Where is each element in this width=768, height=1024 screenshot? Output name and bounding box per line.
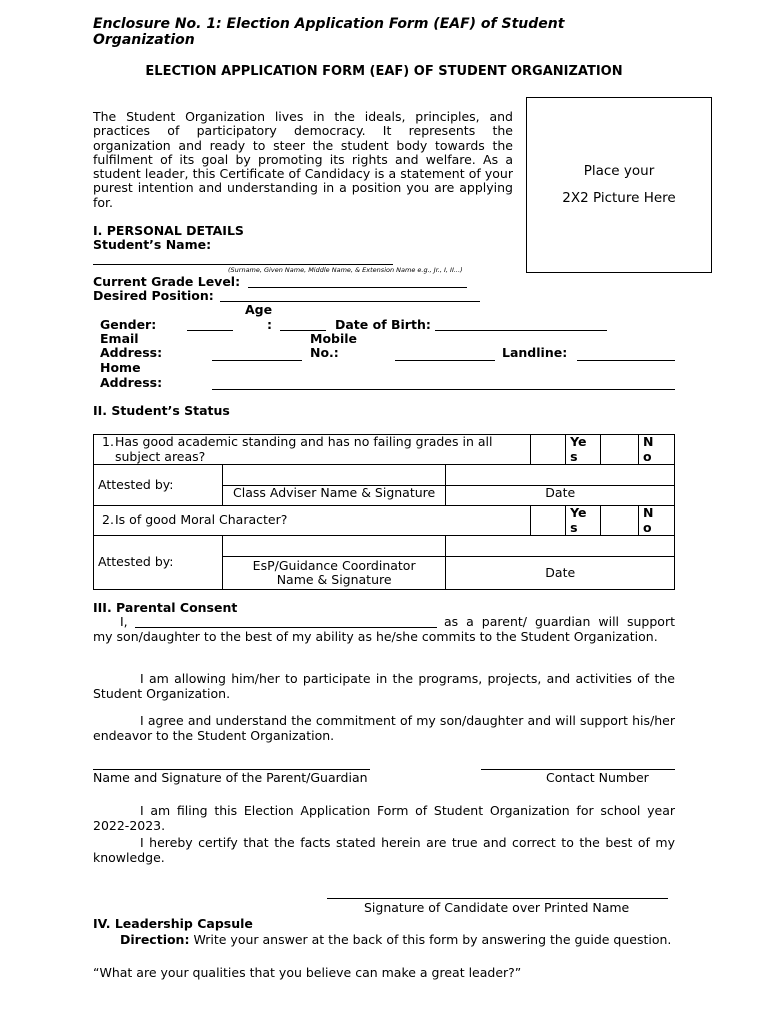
consent-paragraph-2: I am allowing him/her to participate in the programs, projects, and activities of the Student Organization.	[93, 671, 675, 701]
table-row	[94, 435, 675, 465]
mobile-label-line2: No.:	[310, 345, 339, 360]
question-2-cell	[94, 506, 531, 536]
direction-text: Write your answer at the back of this form by answering the guide question.	[193, 932, 672, 947]
picture-text-line1: Place your	[583, 163, 655, 179]
student-status-table	[93, 434, 675, 590]
attested-by-label-2: Attested by:	[94, 536, 223, 590]
student-name-label: Student’s Name:	[93, 237, 212, 252]
question-1-no-box[interactable]	[601, 435, 639, 465]
question-1-text: Has good academic standing and has no failing grades in all subject areas?	[115, 434, 493, 464]
picture-placeholder	[526, 97, 712, 273]
table-row	[94, 465, 675, 486]
home-address-field[interactable]	[212, 389, 675, 390]
date-of-birth-field[interactable]	[435, 330, 607, 331]
candidate-signature-line[interactable]	[327, 898, 668, 899]
grade-level-field[interactable]	[248, 287, 467, 288]
question-1-yes-box[interactable]	[531, 435, 566, 465]
question-1-no-label: N o	[639, 435, 675, 465]
gender-field[interactable]	[187, 330, 233, 331]
mobile-field[interactable]	[395, 360, 495, 361]
question-2-no-box[interactable]	[601, 506, 639, 536]
parent-signature-caption: Name and Signature of the Parent/Guardian	[93, 770, 368, 785]
guidance-signature-caption: EsP/Guidance Coordinator Name & Signature	[222, 557, 446, 590]
certify-statement: I hereby certify that the facts stated herein are true and correct to the best of my knowledge.	[93, 835, 675, 865]
gender-label: Gender:	[100, 317, 157, 332]
picture-text-line2: 2X2 Picture Here	[562, 190, 676, 206]
attested-by-label-1: Attested by:	[94, 465, 223, 506]
adviser-date-caption: Date	[446, 486, 675, 506]
email-label-line2: Address:	[100, 345, 163, 360]
consent-paragraph-3: I agree and understand the commitment of my son/daughter and will support his/her endeavor to the Student Organization.	[93, 713, 675, 743]
landline-label: Landline:	[502, 345, 568, 360]
question-2-number: 2.	[102, 512, 114, 528]
age-label: Age	[245, 302, 273, 317]
filing-statement: I am filing this Election Application Form of Student Organization for school year 2022-2023.	[93, 803, 675, 833]
contact-number-caption: Contact Number	[546, 770, 649, 785]
adviser-signature-caption: Class Adviser Name & Signature	[222, 486, 446, 506]
direction-label: Direction:	[120, 932, 190, 947]
question-2-no-label: N o	[639, 506, 675, 536]
date-of-birth-label: Date of Birth:	[335, 317, 431, 332]
guidance-date-caption: Date	[446, 557, 675, 590]
leadership-capsule-heading: IV. Leadership Capsule	[93, 916, 253, 931]
question-2-yes-label: Ye s	[566, 506, 601, 536]
guidance-date-field[interactable]	[446, 536, 675, 557]
student-status-heading: II. Student’s Status	[93, 403, 230, 418]
parent-name-field[interactable]	[135, 627, 437, 628]
consent-line1-rest: as a parent/ guardian will support	[444, 614, 675, 629]
question-2-yes-box[interactable]	[531, 506, 566, 536]
parental-consent-heading: III. Parental Consent	[93, 600, 238, 615]
table-row	[94, 536, 675, 557]
form-title: ELECTION APPLICATION FORM (EAF) OF STUDENT ORGANIZATION	[145, 64, 623, 79]
email-label-line1: Email	[100, 331, 139, 346]
home-address-label-line1: Home	[100, 360, 141, 375]
enclosure-title: Enclosure No. 1: Election Application Form (EAF) of Student Organization	[93, 16, 565, 48]
student-name-field[interactable]	[93, 264, 393, 265]
intro-paragraph: The Student Organization lives in the ideals, principles, and practices of participatory democracy. It represents the organization and ready to steer the student body towards the fulfilment of its goal by promoting its rights and welfare. As a student leader, this Certificate of Candidacy is a statement of your purest intention and understanding in a position you are applying for.	[93, 109, 513, 210]
guide-question: “What are your qualities that you believe can make a great leader?”	[93, 965, 522, 980]
consent-line2: my son/daughter to the best of my ability as he/she commits to the Student Organization.	[93, 629, 658, 644]
student-name-hint: (Surname, Given Name, Middle Name, & Extension Name e.g., Jr., I, II...)	[228, 266, 463, 274]
consent-i-label: I,	[120, 614, 128, 629]
desired-position-label: Desired Position:	[93, 288, 214, 303]
adviser-signature-field[interactable]	[222, 465, 446, 486]
landline-field[interactable]	[577, 360, 675, 361]
age-colon: :	[267, 317, 272, 332]
email-field[interactable]	[212, 360, 302, 361]
table-row	[94, 506, 675, 536]
personal-details-heading: I. PERSONAL DETAILS	[93, 223, 244, 238]
adviser-date-field[interactable]	[446, 465, 675, 486]
guidance-signature-field[interactable]	[222, 536, 446, 557]
grade-level-label: Current Grade Level:	[93, 274, 241, 289]
home-address-label-line2: Address:	[100, 375, 163, 390]
leadership-direction	[120, 933, 675, 948]
candidate-signature-caption: Signature of Candidate over Printed Name	[364, 900, 630, 915]
mobile-label-line1: Mobile	[310, 331, 358, 346]
question-1-cell	[94, 435, 531, 465]
question-1-number: 1.	[102, 434, 114, 449]
question-1-yes-label: Ye s	[566, 435, 601, 465]
question-2-text: Is of good Moral Character?	[115, 512, 288, 528]
